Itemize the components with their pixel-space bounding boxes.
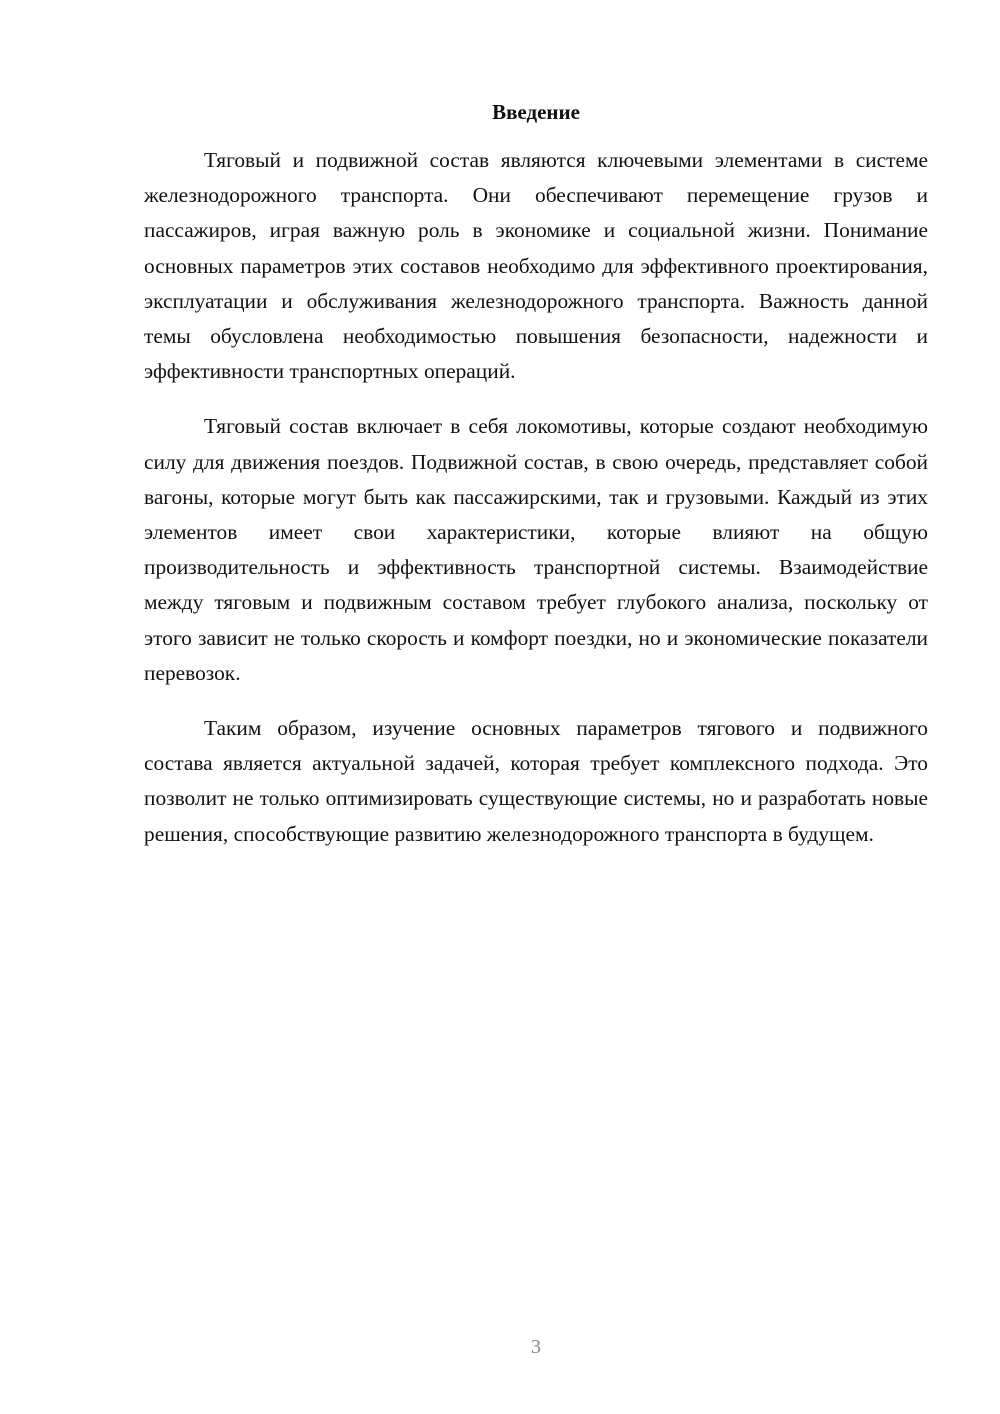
section-title: Введение <box>492 100 580 124</box>
paragraph-3: Таким образом, изучение основных параметров тягового и подвижного состава является актуальной задачей, которая требует комплексного подхода. Это позволит не только оптимизировать существующие системы, но и разработать новые решения, способствующие развитию железнодорожного транспорта в будущем. <box>144 716 928 846</box>
page-number: 3 <box>531 1336 541 1358</box>
paragraph-2: Тяговый состав включает в себя локомотивы, которые создают необходимую силу для движения поездов. Подвижной состав, в свою очередь, представляет собой вагоны, которые могут быть как пассажирскими, так и грузовыми. Каждый из этих элементов имеет свои характеристики, которые влияют на общую производительность и эффективность транспортной системы. Взаимодействие между тяговым и подвижным составом требует глубокого анализа, поскольку от этого зависит не только скорость и комфорт поездки, но и экономические показатели перевозок. <box>144 414 928 685</box>
paragraph-1: Тяговый и подвижной состав являются ключевыми элементами в системе железнодорожного транспорта. Они обеспечивают перемещение грузов и пассажиров, играя важную роль в экономике и социальной жизни. Понимание основных параметров этих составов необходимо для эффективного проектирования, эксплуатации и обслуживания железнодорожного транспорта. Важность данной темы обусловлена необходимостью повышения безопасности, надежности и эффективности транспортных операций. <box>144 148 928 384</box>
body-text <box>144 143 928 852</box>
